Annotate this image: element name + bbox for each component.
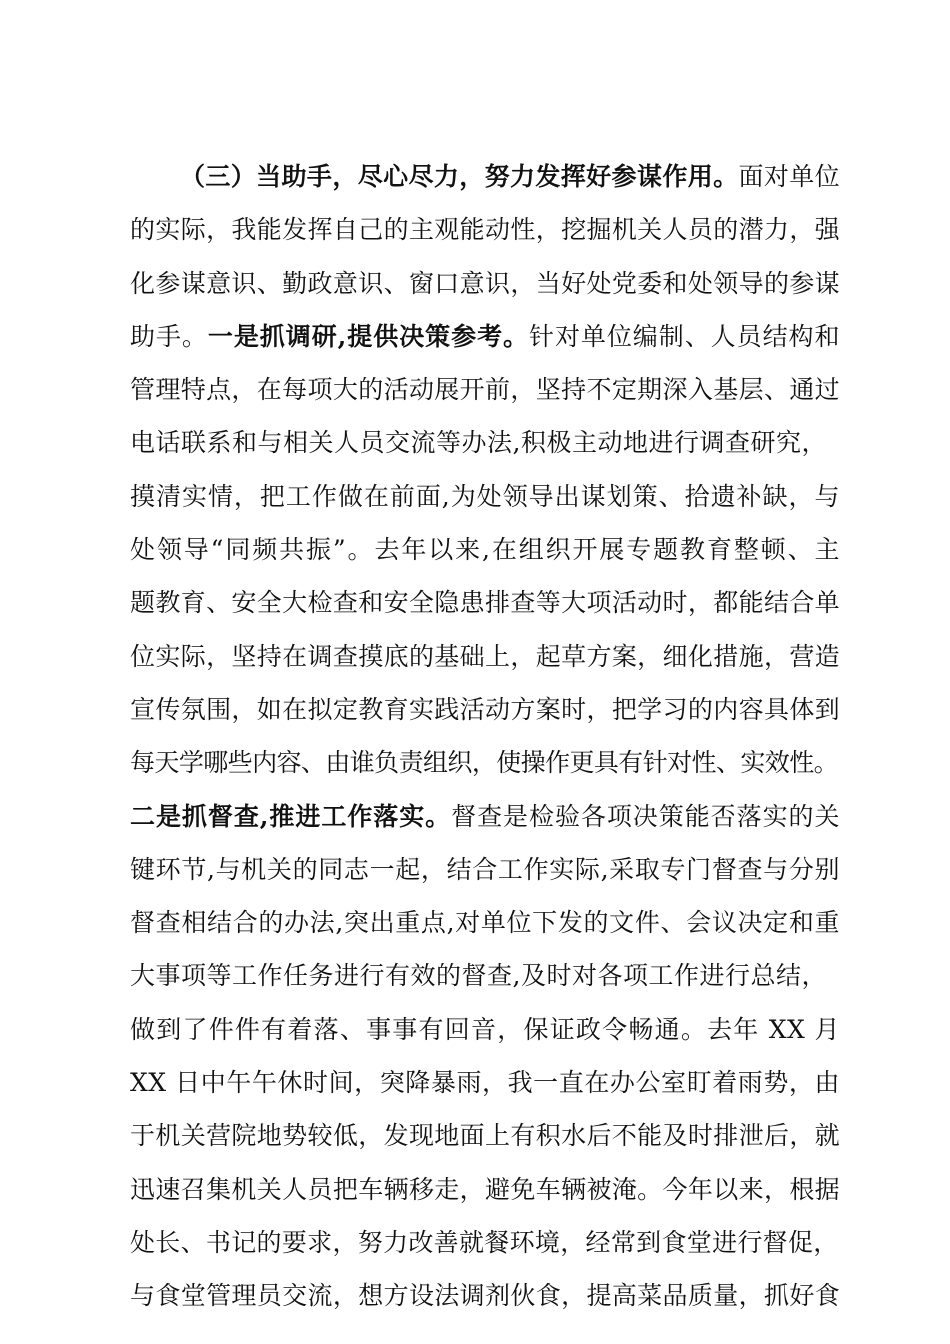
text-run: 题教育、安全大检查和安全隐患排查等大项活动时，都能结合单 xyxy=(130,588,840,618)
text-run: 面对单位 xyxy=(738,162,840,191)
text-run: 宣传氛围，如在拟定教育实践活动方案时，把学习的内容具体到 xyxy=(130,694,840,724)
text-run: 督查相结合的办法,突出重点,对单位下发的文件、会议决定和重 xyxy=(130,908,840,938)
text-line xyxy=(130,630,840,683)
subheading-one: 一是抓调研,提供决策参考。 xyxy=(207,321,529,351)
text-line xyxy=(130,736,840,789)
text-run: 化参谋意识、勤政意识、窗口意识，当好处党委和处领导的参谋 xyxy=(130,268,840,298)
text-run: 键环节,与机关的同志一起，结合工作实际,采取专门督查与分别 xyxy=(130,854,840,884)
text-run: 迅速召集机关人员把车辆移走，避免车辆被淹。今年以来，根据 xyxy=(130,1174,840,1204)
text-line xyxy=(130,1003,840,1056)
text-run: XX 日中午午休时间，突降暴雨，我一直在办公室盯着雨势，由 xyxy=(130,1068,840,1098)
text-line xyxy=(130,1163,840,1216)
text-line xyxy=(130,843,840,896)
text-run: 督查是检验各项决策能否落实的关 xyxy=(451,801,840,831)
text-line xyxy=(130,523,840,576)
text-line xyxy=(130,203,840,256)
heading-three: （三）当助手，尽心尽力，努力发挥好参谋作用。 xyxy=(180,162,739,191)
text-line xyxy=(130,576,840,629)
text-run: 做到了件件有着落、事事有回音，保证政令畅通。去年 XX 月 xyxy=(130,1014,840,1044)
text-run: 于机关营院地势较低，发现地面上有积水后不能及时排泄后，就 xyxy=(130,1121,840,1151)
text-run: 电话联系和与相关人员交流等办法,积极主动地进行调查研究， xyxy=(130,428,827,458)
text-line xyxy=(130,949,840,1002)
body-text xyxy=(130,150,840,1323)
text-line xyxy=(130,683,840,736)
text-run: 每天学哪些内容、由谁负责组织，使操作更具有针对性、实效性。 xyxy=(130,748,839,778)
text-run: 处长、书记的要求，努力改善就餐环境，经常到食堂进行督促， xyxy=(130,1227,839,1257)
text-line xyxy=(130,310,840,363)
text-run: 与食堂管理员交流，想方设法调剂伙食，提高菜品质量，抓好食 xyxy=(130,1281,840,1311)
text-line xyxy=(130,1056,840,1109)
text-line xyxy=(130,257,840,310)
text-run: 针对单位编制、人员结构和 xyxy=(528,321,840,351)
text-run: 摸清实情，把工作做在前面,为处领导出谋划策、拾遗补缺，与 xyxy=(130,481,840,511)
text-run: 大事项等工作任务进行有效的督查,及时对各项工作进行总结， xyxy=(130,961,827,991)
text-line xyxy=(130,1216,840,1269)
text-line xyxy=(130,150,840,203)
text-line xyxy=(130,1269,840,1322)
text-run: 管理特点，在每项大的活动展开前，坚持不定期深入基层、通过 xyxy=(130,375,840,405)
text-line xyxy=(130,470,840,523)
text-run: 位实际，坚持在调查摸底的基础上，起草方案，细化措施，营造 xyxy=(130,641,840,671)
subheading-two: 二是抓督查,推进工作落实。 xyxy=(130,801,452,831)
text-line xyxy=(130,896,840,949)
text-line xyxy=(130,416,840,469)
text-line xyxy=(130,1109,840,1162)
text-line xyxy=(130,363,840,416)
text-run: 助手。 xyxy=(130,321,208,351)
text-line xyxy=(130,790,840,843)
text-run: 的实际，我能发挥自己的主观能动性，挖掘机关人员的潜力，强 xyxy=(130,215,840,245)
text-run: 处领导“同频共振”。去年以来,在组织开展专题教育整顿、主 xyxy=(130,535,840,565)
